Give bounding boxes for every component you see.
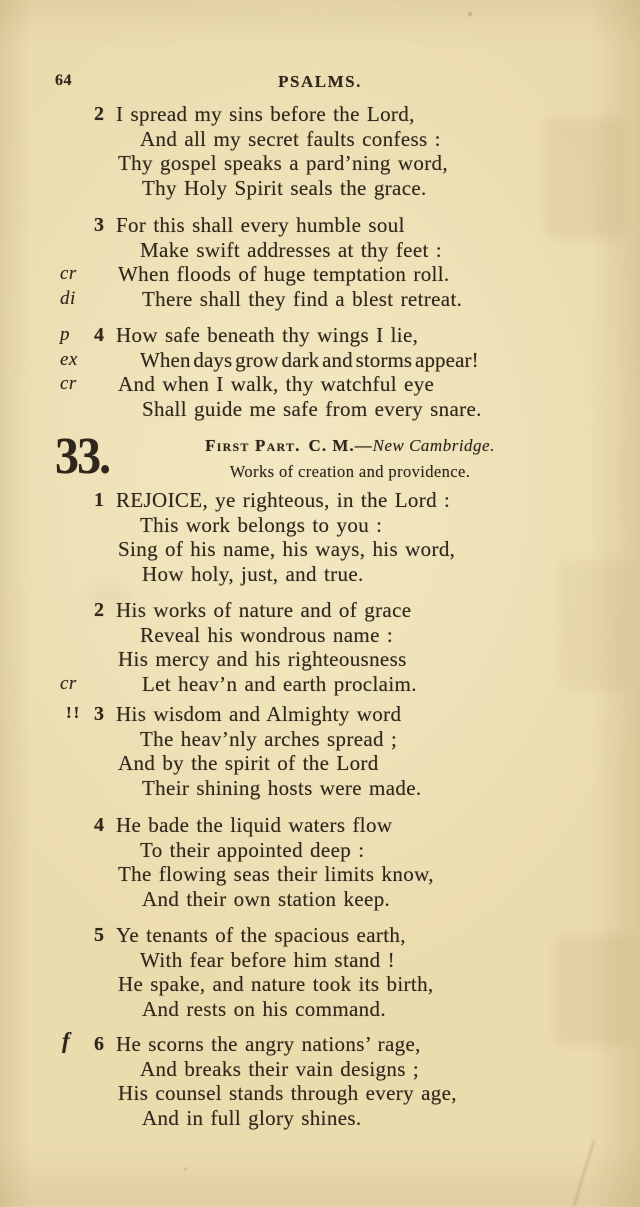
verse-text: This work belongs to you : (140, 512, 383, 537)
verse-line (0, 287, 640, 312)
verse-text: He scorns the angry nations’ rage, (116, 1032, 421, 1056)
verse-text: And in full glory shines. (142, 1106, 362, 1131)
verse-line (0, 838, 640, 863)
verse-number: 3 (94, 703, 105, 725)
verse-line (0, 1057, 640, 1082)
hymn-tune-name: New Cambridge. (372, 436, 495, 455)
verse-text: I spread my sins before the Lord, (116, 102, 415, 126)
verse-line (0, 323, 640, 348)
verse-line (0, 1028, 640, 1057)
verse-number: 5 (94, 924, 105, 946)
verse-line (0, 176, 640, 201)
paper-speck (184, 1168, 187, 1171)
verse-line (0, 623, 640, 648)
verse-text: His mercy and his righteousness (118, 647, 407, 672)
verse-text: There shall they find a blest retreat. (142, 287, 463, 312)
verse-line (0, 348, 640, 373)
running-title: PSALMS. (278, 72, 362, 91)
verse-number: 4 (94, 814, 105, 836)
verse-number: 4 (94, 324, 105, 346)
verse-line (0, 102, 640, 127)
hymn-number: 33. (55, 428, 110, 485)
verse-text: When days grow dark and storms appear! (140, 347, 479, 372)
verse-text: Ye tenants of the spacious earth, (116, 923, 406, 947)
verse-line (0, 948, 640, 973)
verse-text: The flowing seas their limits know, (118, 862, 434, 887)
verse-text: His counsel stands through every age, (118, 1081, 457, 1106)
dynamics-mark: cr (60, 263, 77, 285)
verse-line (0, 1106, 640, 1131)
verse-text: And when I walk, thy watchful eye (118, 372, 435, 397)
verse-text: Their shining hosts were made. (142, 776, 422, 801)
dynamics-mark: f (62, 1028, 71, 1053)
verse-line (0, 598, 640, 623)
verse-text: REJOICE, ye righteous, in the Lord : (116, 488, 451, 512)
verse-text: With fear before him stand ! (140, 947, 395, 972)
hymn-subtitle: Works of creation and providence. (229, 462, 471, 481)
verse-block (0, 213, 640, 312)
paper-speck (468, 12, 472, 16)
verse-line (0, 238, 640, 263)
verse-line (0, 151, 640, 176)
verse-block (0, 323, 640, 422)
dynamics-mark: p (60, 324, 70, 345)
dynamics-mark: di (60, 288, 76, 310)
verse-text: And breaks their vain designs ; (140, 1056, 420, 1081)
verse-text: Make swift addresses at thy feet : (140, 237, 442, 262)
dynamics-mark: !! (66, 703, 82, 722)
verse-text: His wisdom and Almighty word (116, 702, 402, 726)
verse-text: Shall guide me safe from every snare. (142, 397, 482, 422)
verse-line (0, 647, 640, 672)
verse-block (0, 1028, 640, 1131)
verse-block (0, 598, 640, 697)
verse-text: Reveal his wondrous name : (140, 622, 394, 647)
verse-line (0, 923, 640, 948)
verse-line (0, 397, 640, 422)
verse-text: For this shall every humble soul (116, 213, 405, 237)
hymn-title (120, 436, 580, 456)
verse-line (0, 537, 640, 562)
verse-line (0, 727, 640, 752)
verse-line (0, 997, 640, 1022)
verse-text: Thy Holy Spirit seals the grace. (142, 176, 427, 201)
hymn-meter: C. M.— (308, 436, 373, 455)
verse-text: How holy, just, and true. (142, 562, 364, 587)
verse-text: When floods of huge temptation roll. (118, 262, 450, 287)
verse-block (0, 102, 640, 201)
verse-line (0, 372, 640, 397)
verse-line (0, 813, 640, 838)
verse-block (0, 923, 640, 1022)
verse-line (0, 887, 640, 912)
verse-text: His works of nature and of grace (116, 598, 412, 622)
verse-number: 1 (94, 489, 105, 511)
verse-line (0, 562, 640, 587)
verse-text: Sing of his name, his ways, his word, (118, 537, 456, 562)
verse-number: 6 (94, 1033, 105, 1055)
dynamics-mark: cr (60, 373, 77, 395)
verse-line (0, 513, 640, 538)
verse-text: And all my secret faults confess : (140, 126, 441, 151)
verse-line (0, 776, 640, 801)
verse-text: To their appointed deep : (140, 837, 365, 862)
verse-line (0, 862, 640, 887)
verse-text: And by the spirit of the Lord (118, 751, 379, 776)
verse-line (0, 672, 640, 697)
hymn-part-label: First Part. (205, 436, 301, 455)
verse-line (0, 213, 640, 238)
verse-number: 2 (94, 103, 105, 125)
verse-line (0, 972, 640, 997)
verse-text: And rests on his command. (142, 997, 386, 1022)
verse-text: Let heav’n and earth proclaim. (142, 672, 417, 697)
verse-text: How safe beneath thy wings I lie, (116, 323, 419, 347)
verse-line (0, 488, 640, 513)
verse-text: He bade the liquid waters flow (116, 813, 393, 837)
verse-number: 3 (94, 214, 105, 236)
verse-number: 2 (94, 599, 105, 621)
verse-text: And their own station keep. (142, 887, 391, 912)
verse-line (0, 127, 640, 152)
page-crease (573, 1139, 595, 1207)
verse-text: Thy gospel speaks a pard’ning word, (118, 151, 449, 176)
dynamics-mark: cr (60, 673, 77, 695)
verse-block (0, 702, 640, 801)
verse-block (0, 488, 640, 587)
verse-line (0, 1081, 640, 1106)
dynamics-mark: ex (60, 348, 78, 370)
verse-block (0, 813, 640, 912)
verse-line (0, 751, 640, 776)
verse-line (0, 262, 640, 287)
verse-text: The heav’nly arches spread ; (140, 726, 398, 751)
verse-text: He spake, and nature took its birth, (118, 972, 434, 997)
verse-line (0, 702, 640, 727)
page-number: 64 (55, 72, 72, 89)
